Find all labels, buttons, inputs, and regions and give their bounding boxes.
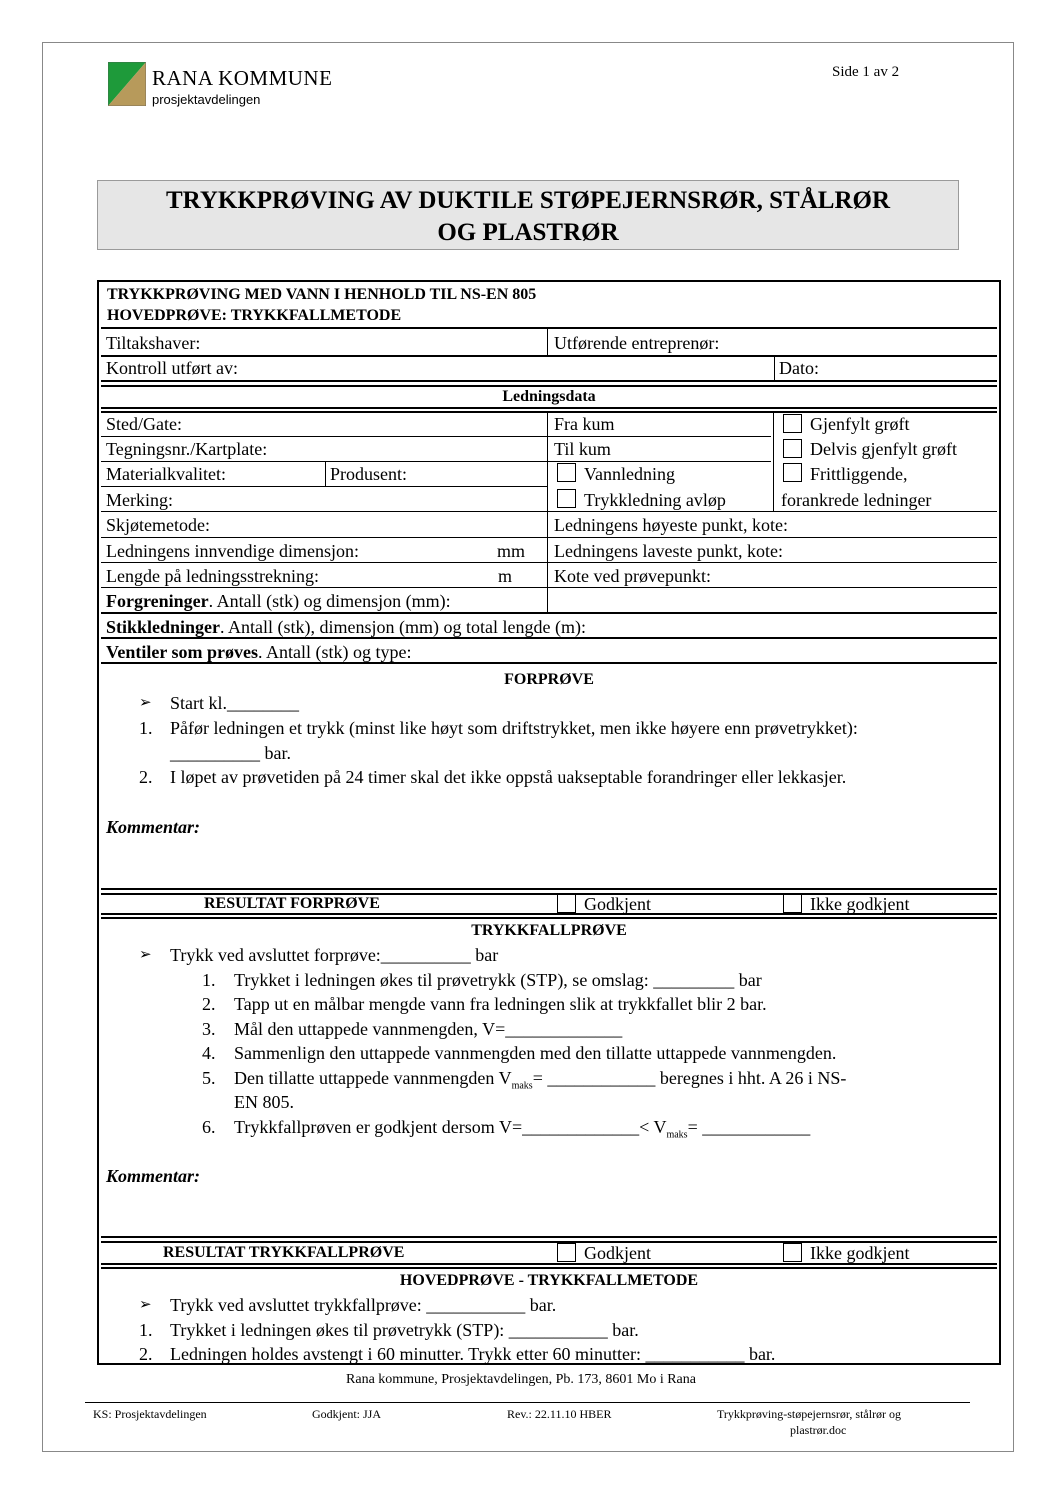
forprove-start: Start kl.________ — [170, 693, 299, 713]
til-kum-label: Til kum — [554, 439, 611, 459]
forprove-item-1a: Påfør ledningen et trykk (minst like høyt som driftstrykket, men ikke høyere enn prøvetrykket): — [170, 718, 858, 738]
trykkfall-godkjent-checkbox[interactable] — [557, 1243, 576, 1262]
trykkfall-num-3: 3. — [202, 1019, 216, 1039]
produsent-label: Produsent: — [330, 464, 408, 484]
trykkledning-checkbox[interactable] — [557, 489, 576, 508]
laveste-label: Ledningens laveste punkt, kote: — [554, 541, 783, 561]
gjenfylt-label: Gjenfylt grøft — [810, 414, 910, 434]
kote-label: Kote ved prøvepunkt: — [554, 566, 711, 586]
trykkledning-label: Trykkledning avløp — [584, 490, 726, 510]
form-heading-2: HOVEDPRØVE: TRYKKFALLMETODE — [107, 307, 402, 324]
forprove-num-1: 1. — [139, 718, 153, 738]
title-line-1: TRYKKPRØVING AV DUKTILE STØPEJERNSRØR, STÅLRØR — [165, 187, 891, 214]
vannledning-checkbox[interactable] — [557, 463, 576, 482]
trykkfall-num-6: 6. — [202, 1117, 216, 1137]
forprove-heading: FORPRØVE — [504, 671, 594, 688]
stikkledninger-row: Stikkledninger. Antall (stk), dimensjon (mm) og total lengde (m): — [106, 617, 586, 637]
hoyeste-label: Ledningens høyeste punkt, kote: — [554, 515, 788, 535]
trykkfall-godkjent-label: Godkjent — [584, 1243, 651, 1263]
department-name: prosjektavdelingen — [152, 92, 261, 107]
footer-ks: KS: Prosjektavdelingen — [93, 1407, 207, 1421]
mm-unit: mm — [497, 541, 526, 561]
trykkfall-intro: Trykk ved avsluttet forprøve:__________ bar — [170, 945, 499, 965]
hovedprove-item-2: Ledningen holdes avstengt i 60 minutter. Trykk etter 60 minutter: ___________ bar. — [170, 1344, 776, 1364]
form-heading-1: TRYKKPRØVING MED VANN I HENHOLD TIL NS-EN 805 — [107, 286, 537, 303]
trykkfall-item-6: Trykkfallprøven er godkjent dersom V=_____________< $V_{maks}=$ ____________ — [234, 1117, 811, 1141]
forprove-ikke-godkjent-label: Ikke godkjent — [810, 894, 910, 914]
forprove-kommentar: Kommentar: — [106, 817, 201, 837]
innv-dim-label: Ledningens innvendige dimensjon: — [106, 541, 359, 561]
frittliggende-checkbox[interactable] — [783, 463, 802, 482]
skjote-label: Skjøtemetode: — [106, 515, 210, 535]
document-title — [97, 180, 959, 250]
fra-kum-label: Fra kum — [554, 414, 615, 434]
forprove-godkjent-label: Godkjent — [584, 894, 651, 914]
arrow-bullet-icon: ➢ — [139, 1297, 152, 1313]
rana-kommune-logo — [108, 62, 146, 106]
trykkfall-item-1: Trykket i ledningen økes til prøvetrykk (STP), se omslag: _________ bar — [234, 970, 762, 990]
page-number: Side 1 av 2 — [832, 64, 900, 80]
trykkfall-num-5: 5. — [202, 1068, 216, 1088]
hovedprove-num-1: 1. — [139, 1320, 153, 1340]
resultat-trykkfall-label: RESULTAT TRYKKFALLPRØVE — [163, 1244, 405, 1261]
hovedprove-heading: HOVEDPRØVE - TRYKKFALLMETODE — [399, 1272, 699, 1289]
sted-label: Sted/Gate: — [106, 414, 182, 434]
trykkfall-item-5-cont: EN 805. — [234, 1092, 294, 1112]
trykkfall-item-3: Mål den uttappede vannmengden, V=_____________ — [234, 1019, 623, 1039]
footer-doc-line-2: plastrør.doc — [790, 1423, 847, 1437]
footer-godkjent: Godkjent: JJA — [312, 1407, 381, 1421]
tiltakshaver-label: Tiltakshaver: — [106, 333, 201, 353]
gjenfylt-checkbox[interactable] — [783, 414, 802, 433]
forprove-item-1b: __________ bar. — [170, 743, 291, 763]
title-line-2: OG PLASTRØR — [437, 219, 619, 246]
forprove-ikke-godkjent-checkbox[interactable] — [783, 894, 802, 913]
hovedprove-num-2: 2. — [139, 1344, 153, 1364]
merking-label: Merking: — [106, 490, 173, 510]
lengde-label: Lengde på ledningsstrekning: — [106, 566, 319, 586]
hovedprove-intro: Trykk ved avsluttet trykkfallprøve: ___________ bar. — [170, 1295, 557, 1315]
forgreninger-row: Forgreninger. Antall (stk) og dimensjon (mm): — [106, 591, 451, 611]
resultat-forprove-label: RESULTAT FORPRØVE — [204, 895, 380, 912]
ledningsdata-heading: Ledningsdata — [502, 388, 596, 405]
footer-doc-line-1: Trykkprøving-støpejernsrør, stålrør og — [717, 1407, 902, 1421]
forprove-godkjent-checkbox[interactable] — [557, 894, 576, 913]
frittliggende-label: Frittliggende, — [810, 464, 908, 484]
address-line: Rana kommune, Prosjektavdelingen, Pb. 173, 8601 Mo i Rana — [346, 1372, 696, 1387]
trykkfall-item-4: Sammenlign den uttappede vannmengden med den tillatte uttappede vannmengden. — [234, 1043, 837, 1063]
trykkfall-item-5: Den tillatte uttappede vannmengden $V_{maks}=$ ____________ beregnes i hht. A 26 i NS- — [234, 1068, 847, 1092]
trykkfall-num-4: 4. — [202, 1043, 216, 1063]
trykkfall-ikke-godkjent-checkbox[interactable] — [783, 1243, 802, 1262]
delvis-label: Delvis gjenfylt grøft — [810, 439, 957, 459]
trykkfall-item-2: Tapp ut en målbar mengde vann fra ledningen slik at trykkfallet blir 2 bar. — [234, 994, 767, 1014]
footer-divider — [85, 1402, 970, 1403]
forprove-item-2: I løpet av prøvetiden på 24 timer skal det ikke oppstå uakseptable forandringer eller lekkasjer. — [170, 767, 847, 787]
arrow-bullet-icon: ➢ — [139, 695, 152, 711]
trykkfall-heading: TRYKKFALLPRØVE — [471, 922, 627, 939]
hovedprove-item-1: Trykket i ledningen økes til prøvetrykk (STP): ___________ bar. — [170, 1320, 639, 1340]
ventiler-row: Ventiler som prøves. Antall (stk) og type: — [106, 642, 412, 662]
forankrede-label: forankrede ledninger — [781, 490, 932, 510]
forprove-num-2: 2. — [139, 767, 153, 787]
footer-rev: Rev.: 22.11.10 HBER — [507, 1407, 612, 1421]
brand-name: RANA KOMMUNE — [152, 66, 333, 90]
material-label: Materialkvalitet: — [106, 464, 226, 484]
m-unit: m — [498, 566, 513, 586]
trykkfall-num-2: 2. — [202, 994, 216, 1014]
vannledning-label: Vannledning — [584, 464, 675, 484]
trykkfall-num-1: 1. — [202, 970, 216, 990]
kontroll-label: Kontroll utført av: — [106, 358, 238, 378]
trykkfall-ikke-godkjent-label: Ikke godkjent — [810, 1243, 910, 1263]
trykkfall-kommentar: Kommentar: — [106, 1166, 201, 1186]
tegning-label: Tegningsnr./Kartplate: — [106, 439, 268, 459]
entreprenor-label: Utførende entreprenør: — [554, 333, 720, 353]
delvis-checkbox[interactable] — [783, 439, 802, 458]
dato-label: Dato: — [779, 358, 819, 378]
arrow-bullet-icon: ➢ — [139, 947, 152, 963]
